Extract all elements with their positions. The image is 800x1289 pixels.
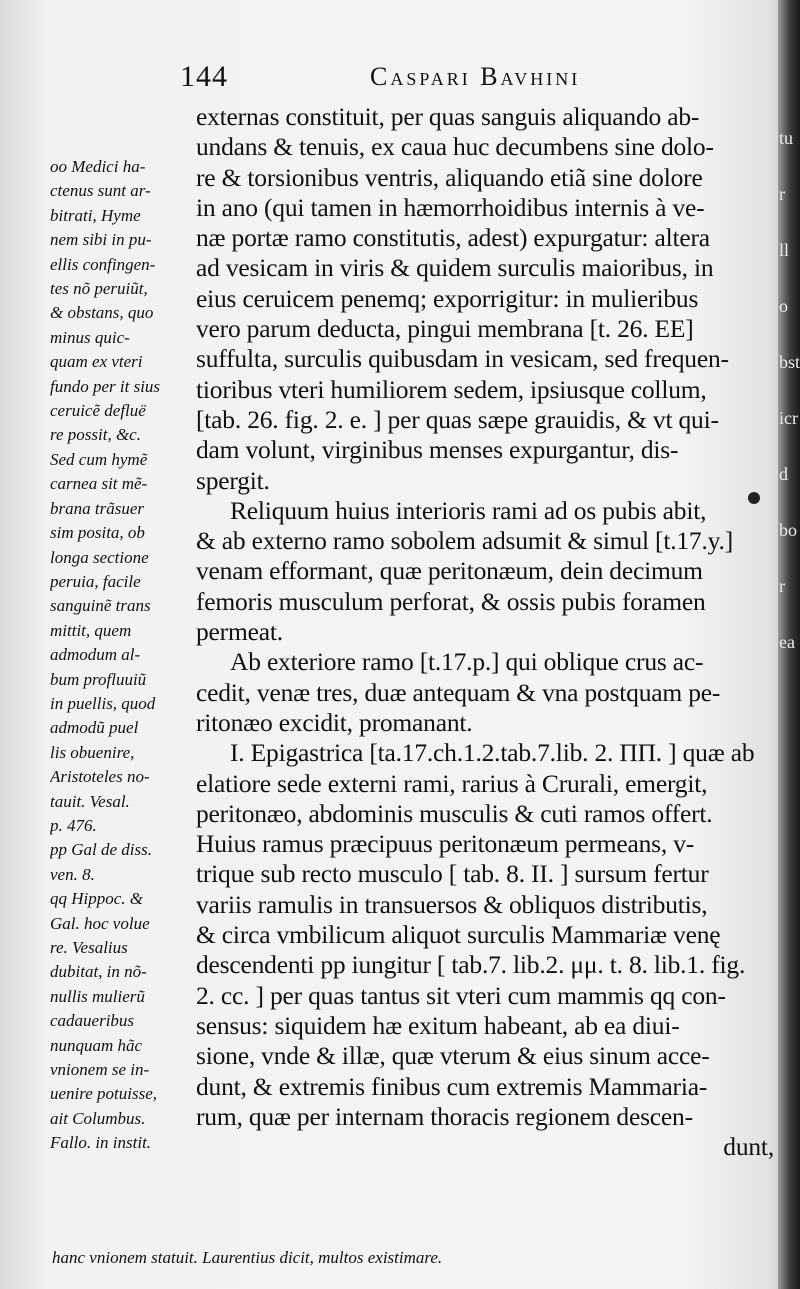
text-line: femoris musculum perforat, & ossis pubis foramen (196, 586, 706, 616)
text-line: permeat. (196, 617, 283, 647)
margin-note-line: uenire potuisse, (50, 1084, 158, 1104)
text-line: vero parum deducta, pingui membrana [t. 26. EE] (196, 314, 694, 344)
text-line: ritonæo excidit, promanant. (196, 707, 473, 737)
margin-note-line: quam ex vteri (50, 352, 143, 372)
margin-note-line: ctenus sunt ar- (50, 181, 151, 201)
facing-fragment: o (779, 296, 788, 316)
text-line: re & torsionibus ventris, aliquando etiã sine dolore (196, 162, 703, 192)
margin-note-line: sim posita, ob (50, 523, 145, 543)
facing-fragment: d (779, 464, 788, 484)
margin-note-line: nunquam hãc (50, 1035, 143, 1055)
facing-fragment: tu (779, 128, 794, 148)
ink-blot (748, 492, 760, 504)
margin-note-line: re possit, &c. (50, 425, 141, 445)
margin-note-line: ait Columbus. (50, 1108, 146, 1128)
text-line: dam volunt, virginibus menses expurgantur, dis- (196, 435, 679, 465)
margin-note-line: brana trãsuer (50, 498, 144, 518)
text-line: spergit. (196, 465, 270, 495)
page-number: 144 (180, 60, 228, 93)
text-line: & circa vmbilicum aliquot surculis Mammariæ venę (196, 920, 721, 950)
margin-note-line: admodum al- (50, 645, 141, 665)
text-line: undans & tenuis, ex caua huc decumbens sine dolo- (196, 132, 714, 162)
facing-page-fragments (779, 110, 800, 652)
margin-note-line: nullis mulierũ (50, 986, 145, 1006)
margin-note-line: cadaueribus (50, 1011, 135, 1031)
margin-note-line: ellis confingen- (50, 254, 156, 274)
margin-note-line: qq Hippoc. & (50, 889, 144, 909)
margin-note-line: oo Medici ha- (50, 157, 146, 176)
facing-fragment: icr (779, 408, 798, 428)
text-line: descendenti pp iungitur [ tab.7. lib.2. μμ. t. 8. lib.1. fig. (196, 950, 746, 980)
margin-note-line: nem sibi in pu- (50, 230, 152, 250)
text-line: Huius ramus præcipuus peritonæum permeans, v- (196, 829, 695, 859)
margin-note-line: fundo per it sius (50, 376, 161, 396)
text-line: elatiore sede externi rami, rarius à Crurali, emergit, (196, 768, 708, 798)
margin-note-line: bitrati, Hyme (50, 205, 141, 225)
margin-note-line: tauit. Vesal. (50, 791, 130, 811)
margin-note-line: bum profluuiũ (50, 669, 147, 689)
margin-note-line: longa sectione (50, 547, 149, 567)
margin-note-line: ceruicẽ defluë (50, 401, 146, 421)
text-line: 2. cc. ] per quas tantus sit vteri cum mammis qq con- (196, 980, 726, 1010)
margin-note-line: ven. 8. (50, 864, 95, 884)
text-line: eius ceruicem penemq; exporrigitur: in mulieribus (196, 283, 699, 313)
facing-fragment: bo (779, 520, 797, 540)
facing-fragment: r (779, 184, 785, 204)
facing-fragment: ll (779, 240, 790, 260)
text-line: tioribus vteri humiliorem sedem, ipsiusque collum, (196, 374, 707, 404)
margin-note-line: tes nõ peruiũt, (50, 279, 148, 299)
margin-note-line: Fallo. in instit. (50, 1133, 152, 1153)
margin-note-line: peruia, facile (50, 571, 141, 591)
text-line: Reliquum huius interioris rami ad os pubis abit, (230, 495, 707, 525)
text-line: sione, vnde & illæ, quæ vterum & eius sinum acce- (196, 1041, 710, 1071)
facing-fragment: r (779, 576, 785, 596)
text-line: næ portæ ramo constitutis, adest) expurgatur: altera (196, 223, 710, 253)
margin-note-line: minus quic- (50, 327, 130, 347)
facing-fragment: bst (779, 352, 800, 372)
text-line: & ab externo ramo sobolem adsumit & simul [t.17.y.] (196, 526, 734, 556)
margin-note-line: vnionem se in- (50, 1060, 150, 1080)
margin-note-line: carnea sit mẽ- (50, 474, 148, 494)
margin-note-line: admodũ puel (50, 718, 139, 738)
margin-note-line: dubitat, in nõ- (50, 962, 147, 982)
facing-page-edge (778, 0, 800, 1289)
text-line: Ab exteriore ramo [t.17.p.] qui oblique crus ac- (230, 647, 704, 677)
margin-note-line: Gal. hoc volue (50, 913, 150, 933)
text-line: I. Epigastrica [ta.17.ch.1.2.tab.7.lib. 2. ΠΠ. ] quæ ab (230, 738, 755, 768)
margin-note-line: p. 476. (50, 815, 97, 835)
text-line: trique sub recto musculo [ tab. 8. II. ] sursum fertur (196, 859, 709, 889)
margin-note-line: mittit, quem (50, 620, 132, 640)
marginal-notes (50, 155, 200, 1156)
page-header (180, 60, 760, 96)
text-line: peritonæo, abdominis musculis & cuti ramos offert. (196, 798, 713, 828)
marginal-note-continuation: hanc vnionem statuit. Laurentius dicit, multos existimare. (52, 1248, 443, 1267)
running-head: Caspari Bavhini (370, 62, 581, 91)
margin-note-line: re. Vesalius (50, 938, 128, 957)
margin-note-line: pp Gal de diss. (50, 840, 152, 860)
margin-note-line: Sed cum hymẽ (50, 449, 148, 469)
text-line: dunt, (723, 1132, 774, 1162)
text-line: dunt, & extremis finibus cum extremis Mammaria- (196, 1071, 708, 1101)
text-line: cedit, venæ tres, duæ antequam & vna postquam pe- (196, 677, 721, 707)
text-line: sensus: siquidem hæ exitum habeant, ab ea diui- (196, 1010, 680, 1040)
text-line: venam efformant, quæ peritonæum, dein decimum (196, 556, 703, 586)
text-line: ad vesicam in viris & quidem surculis maioribus, in (196, 253, 714, 283)
text-line: externas constituit, per quas sanguis aliquando ab- (196, 102, 700, 131)
text-line: in ano (qui tamen in hæmorrhoidibus internis à ve- (196, 192, 705, 222)
margin-note-line: lis obuenire, (50, 742, 135, 762)
text-line: variis ramulis in transuersos & obliquos distributis, (196, 889, 708, 919)
margin-note-line: sanguinẽ trans (50, 596, 151, 616)
facing-fragment: ea (779, 632, 795, 652)
margin-note-line: & obstans, quo (50, 303, 154, 323)
text-line: suffulta, surculis quibusdam in vesicam, sed frequen- (196, 344, 729, 374)
margin-note-line: Aristoteles no- (50, 767, 150, 787)
main-text-block (196, 102, 774, 1162)
margin-note-line: in puellis, quod (50, 693, 156, 713)
text-line: rum, quæ per internam thoracis regionem descen- (196, 1101, 693, 1131)
text-line: [tab. 26. fig. 2. e. ] per quas sæpe grauidis, & vt qui- (196, 404, 719, 434)
